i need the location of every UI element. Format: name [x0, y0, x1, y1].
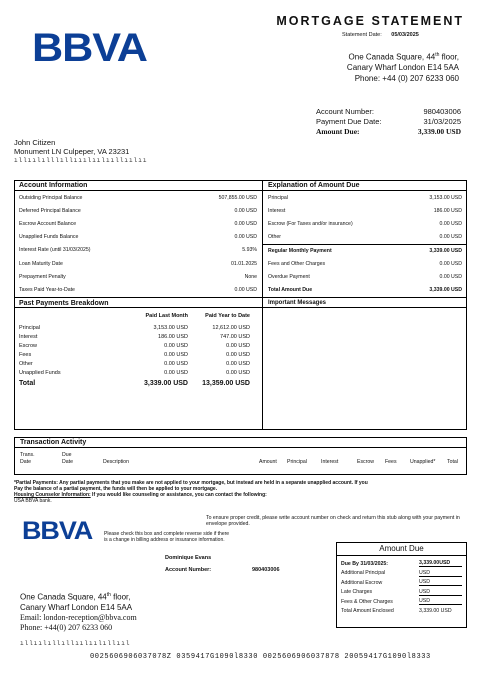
statement-date-value: 05/03/2025 — [391, 32, 419, 38]
explanation-row — [263, 191, 467, 204]
amount-due-row: Amount Due: 3,339.00 USD — [316, 127, 461, 136]
past-payments-rows — [14, 324, 262, 378]
account-info-rows — [14, 191, 262, 297]
past-payment-row — [14, 351, 262, 360]
past-payment-label: Fees — [19, 352, 32, 358]
stub-bbva-logo: BBVA — [22, 517, 93, 545]
explanation-row — [263, 270, 467, 283]
stub-postal-barcode: ıllıılıllıllıılıılıllııl — [20, 640, 131, 647]
amount-due-label: Late Charges — [341, 589, 373, 596]
postal-barcode: ıllıılılllıllııılıılııllıılıı — [14, 157, 148, 164]
stub-email: Email: london-reception@bbva.com — [20, 612, 137, 622]
past-payment-label: Interest — [19, 334, 38, 340]
explanation-value: 0.00 USD — [439, 273, 462, 280]
amount-due-row — [337, 607, 466, 617]
past-payments-total: Total 3,339.00 USD 13,359.00 USD — [19, 380, 250, 387]
account-info-row — [14, 204, 262, 217]
account-info-column — [14, 180, 263, 430]
amount-due-label: Due By 31/03/2025: — [341, 560, 389, 567]
past-payment-label: Other — [19, 361, 33, 367]
past-payment-row — [14, 360, 262, 369]
stub-fields — [165, 552, 280, 576]
past-payment-ytd: 12,612.00 USD — [212, 325, 250, 331]
statement-date — [342, 32, 419, 38]
past-payment-label: Principal — [19, 325, 41, 331]
transaction-heading: Transaction Activity — [15, 438, 466, 448]
amount-due-row — [337, 569, 466, 579]
stub-credit-note: To ensure proper credit, please write account number on check and return this stub along with your payment in envelope provided. — [206, 515, 460, 527]
bank-address-line2: Canary Wharf London E14 5AA — [346, 63, 459, 73]
account-info-value: None — [244, 273, 257, 280]
amount-due-label: Fees & Other Charges — [341, 598, 393, 605]
past-payment-label: Unapplied Funds — [19, 370, 61, 376]
explanation-label: Principal — [268, 194, 288, 201]
account-info-label: Escrow Account Balance — [19, 220, 77, 227]
explanation-row — [263, 204, 467, 217]
statement-title: MORTGAGE STATEMENT — [276, 14, 464, 28]
amount-due-rows — [337, 559, 466, 616]
bank-phone: Phone: +44 (0) 207 6233 060 — [354, 73, 459, 83]
past-payment-row — [14, 342, 262, 351]
past-payments-columns: Paid Last Month Paid Year to Date — [145, 312, 250, 319]
explanation-label: Regular Monthly Payment — [268, 247, 332, 254]
amount-due-value: 3,339.00 USD — [419, 608, 452, 615]
explanation-label: Interest — [268, 207, 286, 214]
account-info-value: 01.01.2025 — [231, 260, 257, 267]
past-payment-ytd: 0.00 USD — [226, 370, 250, 376]
statement-date-label: Statement Date: — [342, 32, 382, 38]
past-payment-ytd: 747.00 USD — [220, 334, 250, 340]
past-payment-label: Escrow — [19, 343, 38, 349]
amount-due-row — [337, 559, 466, 569]
account-info-row — [14, 257, 262, 270]
bank-address: One Canada Square, 44th floor, Canary Wharf London E14 5AA Phone: +44 (0) 207 6233 060 — [346, 52, 459, 83]
messages-heading: Important Messages — [263, 297, 467, 308]
account-info-label: Prepayment Penalty — [19, 273, 66, 280]
past-payment-last-month: 0.00 USD — [164, 370, 188, 376]
past-payment-ytd: 0.00 USD — [226, 352, 250, 358]
account-info-label: Interest Rate (until 31/03/2025) — [19, 247, 91, 254]
account-info-value: 507,855.00 USD — [218, 194, 257, 201]
amount-due-row — [337, 578, 466, 588]
past-payment-row — [14, 333, 262, 342]
explanation-row — [263, 217, 467, 230]
explanation-label: Total Amount Due — [268, 286, 313, 293]
amount-due-value: 3,339.00USD — [419, 560, 462, 567]
amount-due-value[interactable]: USD — [419, 598, 462, 605]
past-payments-heading: Past Payments Breakdown — [14, 297, 262, 308]
explanation-value: 0.00 USD — [439, 260, 462, 267]
account-info-row — [14, 231, 262, 244]
explanation-value: 186.00 USD — [433, 207, 462, 214]
account-summary — [316, 107, 461, 137]
account-info-label: Taxes Paid Year-to-Date — [19, 286, 75, 293]
past-payment-ytd: 0.00 USD — [226, 343, 250, 349]
explanation-value: 3,153.00 USD — [429, 194, 462, 201]
partial-payment-notes: *Partial Payments: Any partial payments that you make are not applied to your mortgage, but instead are held in a separate unapplied account. If you Pay the balance of a partial payment, the funds will then be applied to your mortgage. Housing Counselor Information: If you would like counseling or assistance, you can contact the following: USA BBVA bank. — [14, 480, 368, 504]
account-info-heading: Account Information — [14, 180, 262, 191]
explanation-row — [263, 244, 467, 257]
amount-due-row — [337, 588, 466, 598]
amount-due-row — [337, 597, 466, 607]
explanation-row — [263, 231, 467, 244]
amount-due-label: Total Amount Enclosed — [341, 608, 394, 615]
past-payment-last-month: 0.00 USD — [164, 361, 188, 367]
amount-due-label: Additional Escrow — [341, 579, 383, 586]
past-payment-row — [14, 324, 262, 333]
amount-due-value[interactable]: USD — [419, 589, 462, 596]
explanation-label: Overdue Payment — [268, 273, 310, 280]
past-payment-row — [14, 369, 262, 378]
customer-address — [14, 138, 147, 165]
past-payment-last-month: 0.00 USD — [164, 343, 188, 349]
account-info-row — [14, 283, 262, 296]
past-payment-last-month: 0.00 USD — [164, 352, 188, 358]
amount-due-box — [336, 542, 467, 628]
explanation-label: Escrow (For Taxes and/or insurance) — [268, 220, 353, 227]
account-info-value: 0.00 USD — [234, 207, 257, 214]
amount-due-label: Additional Principal — [341, 570, 386, 577]
account-info-label: Loan Maturity Date — [19, 260, 63, 267]
account-info-value: 0.00 USD — [234, 220, 257, 227]
past-payment-last-month: 3,153.00 USD — [153, 325, 188, 331]
account-number-row: Account Number: 980403006 — [316, 107, 461, 116]
account-info-row — [14, 270, 262, 283]
stub-phone: Phone: +44(0) 207 6233 060 — [20, 622, 113, 632]
explanation-row — [263, 283, 467, 296]
account-info-row — [14, 217, 262, 230]
explanation-value: 0.00 USD — [439, 234, 462, 241]
account-info-label: Deferred Principal Balance — [19, 207, 81, 214]
explanation-row — [263, 257, 467, 270]
account-info-value: 5.93% — [242, 247, 257, 254]
stub-account-number: Account Number: 980403006 — [165, 567, 280, 573]
explanation-label: Other — [268, 234, 281, 241]
explanation-column — [263, 180, 467, 308]
amount-due-value[interactable]: USD — [419, 570, 462, 577]
account-info-label: Outsiding Principal Balance — [19, 194, 83, 201]
customer-street: Monument LN Culpeper, VA 23231 — [14, 147, 130, 156]
transaction-columns: Trans. Date Due Date Description Amount Principal Interest Escrow Fees Unapplied* Total — [20, 452, 458, 465]
explanation-value: 3,339.00 USD — [429, 286, 462, 293]
account-info-value: 0.00 USD — [234, 234, 257, 241]
stub-scanline: 0025606906037078Z 0359417G1090l8330 0025606906037878 20059417G1090l8333 — [90, 653, 431, 661]
payment-due-date-row: Payment Due Date: 31/03/2025 — [316, 117, 461, 126]
amount-due-value[interactable]: USD — [419, 579, 462, 586]
past-payment-ytd: 0.00 USD — [226, 361, 250, 367]
past-payment-last-month: 186.00 USD — [158, 334, 188, 340]
transaction-activity-box — [14, 437, 467, 475]
stub-bank-address: One Canada Square, 44th floor, Canary Wharf London E14 5AA Email: london-reception@bbva.com Phone: +44(0) 207 6233 060 — [20, 592, 137, 632]
explanation-value: 3,339.00 USD — [429, 247, 462, 254]
stub-customer-name: Dominique Evans — [165, 555, 212, 561]
stub-change-note: Please check this box and complete reverse side if there is a change in billing address or insurance information. — [104, 531, 230, 543]
account-info-row — [14, 191, 262, 204]
explanation-value: 0.00 USD — [439, 220, 462, 227]
bbva-logo: BBVA — [32, 26, 147, 70]
account-info-row — [14, 244, 262, 257]
explanation-rows — [263, 191, 467, 297]
account-info-label: Unapplied Funds Balance — [19, 234, 79, 241]
explanation-heading: Explanation of Amount Due — [263, 180, 467, 191]
amount-due-title: Amount Due — [337, 543, 466, 556]
explanation-label: Fees and Other Charges — [268, 260, 326, 267]
customer-name: John Citizen — [14, 138, 56, 147]
account-info-value: 0.00 USD — [234, 286, 257, 293]
